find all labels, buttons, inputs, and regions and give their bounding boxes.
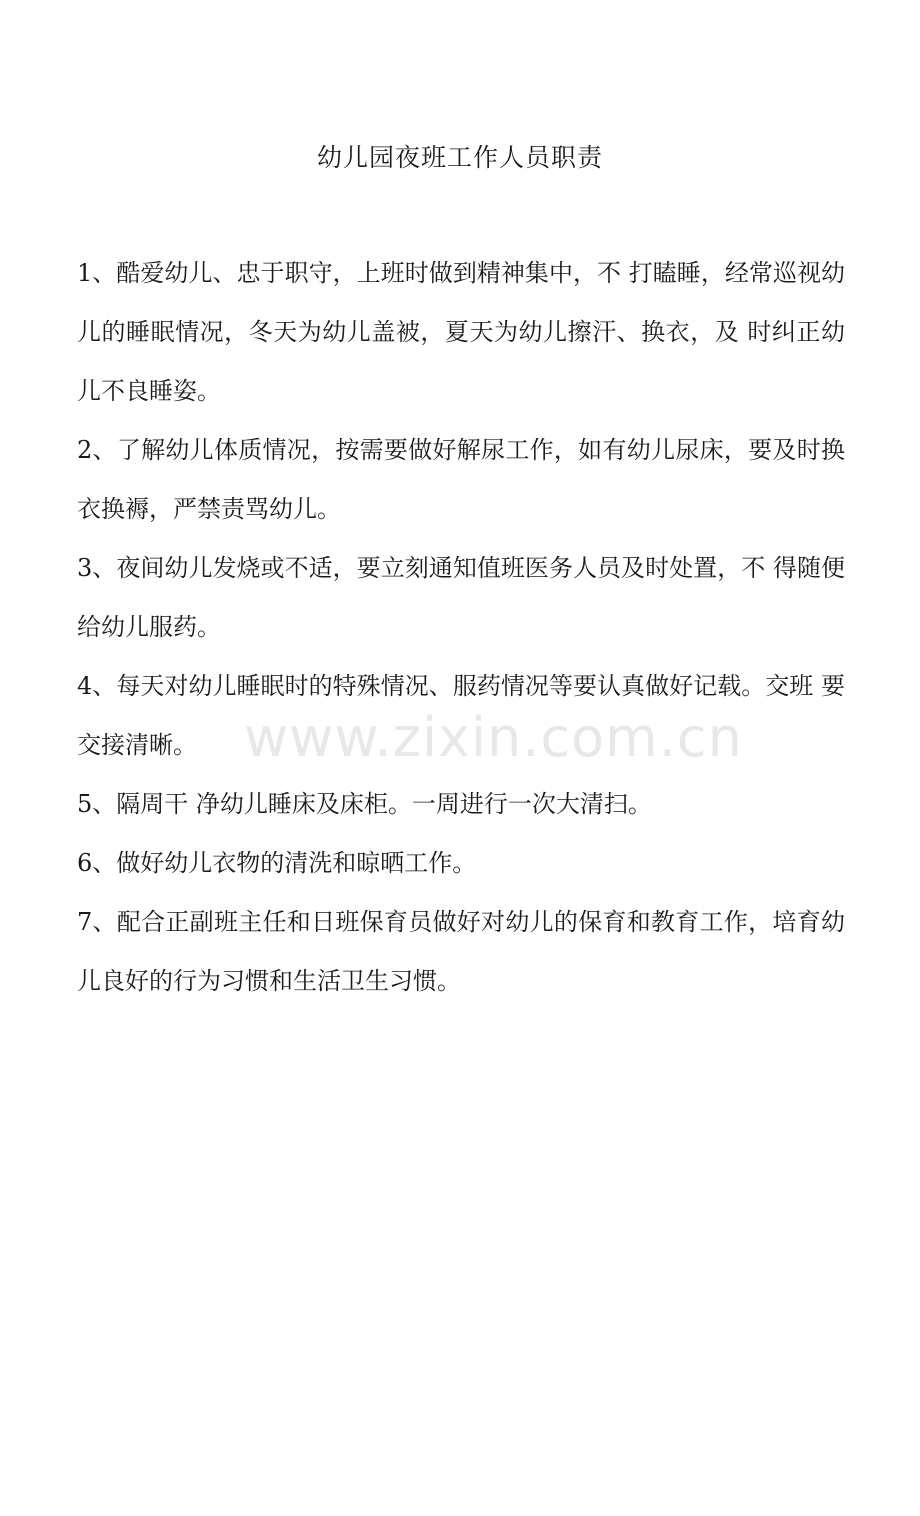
- duty-item-5: 5、隔周干 净幼儿睡床及床柜。一周进行一次大清扫。: [77, 790, 652, 818]
- watermark: www.zixin.com.cn: [244, 706, 743, 769]
- duty-item-3: 3、夜间幼儿发烧或不适，要立刻通知值班医务人员及时处置，不 得随便给幼儿服药。: [77, 554, 845, 641]
- duty-item-1: 1、酷爱幼儿、忠于职守，上班时做到精神集中，不 打瞌睡，经常巡视幼儿的睡眠情况，冬天为幼儿盖被，夏天为幼儿擦汗、换衣，及 时纠正幼儿不良睡姿。: [77, 259, 845, 405]
- duty-item-4: 4、每天对幼儿睡眠时的特殊情况、服药情况等要认真做好记载。交班 要交接清晰。: [77, 672, 845, 759]
- duty-item-6: 6、做好幼儿衣物的清洗和晾晒工作。: [77, 849, 477, 877]
- document-title: 幼儿园夜班工作人员职责: [316, 143, 603, 172]
- duty-item-7: 7、配合正副班主任和日班保育员做好对幼儿的保育和教育工作，培育幼儿良好的行为习惯和生活卫生习惯。: [77, 908, 845, 995]
- duty-item-2: 2、了解幼儿体质情况，按需要做好解尿工作，如有幼儿尿床，要及时换衣换褥，严禁责骂幼儿。: [77, 436, 845, 523]
- document-body: [77, 244, 845, 1011]
